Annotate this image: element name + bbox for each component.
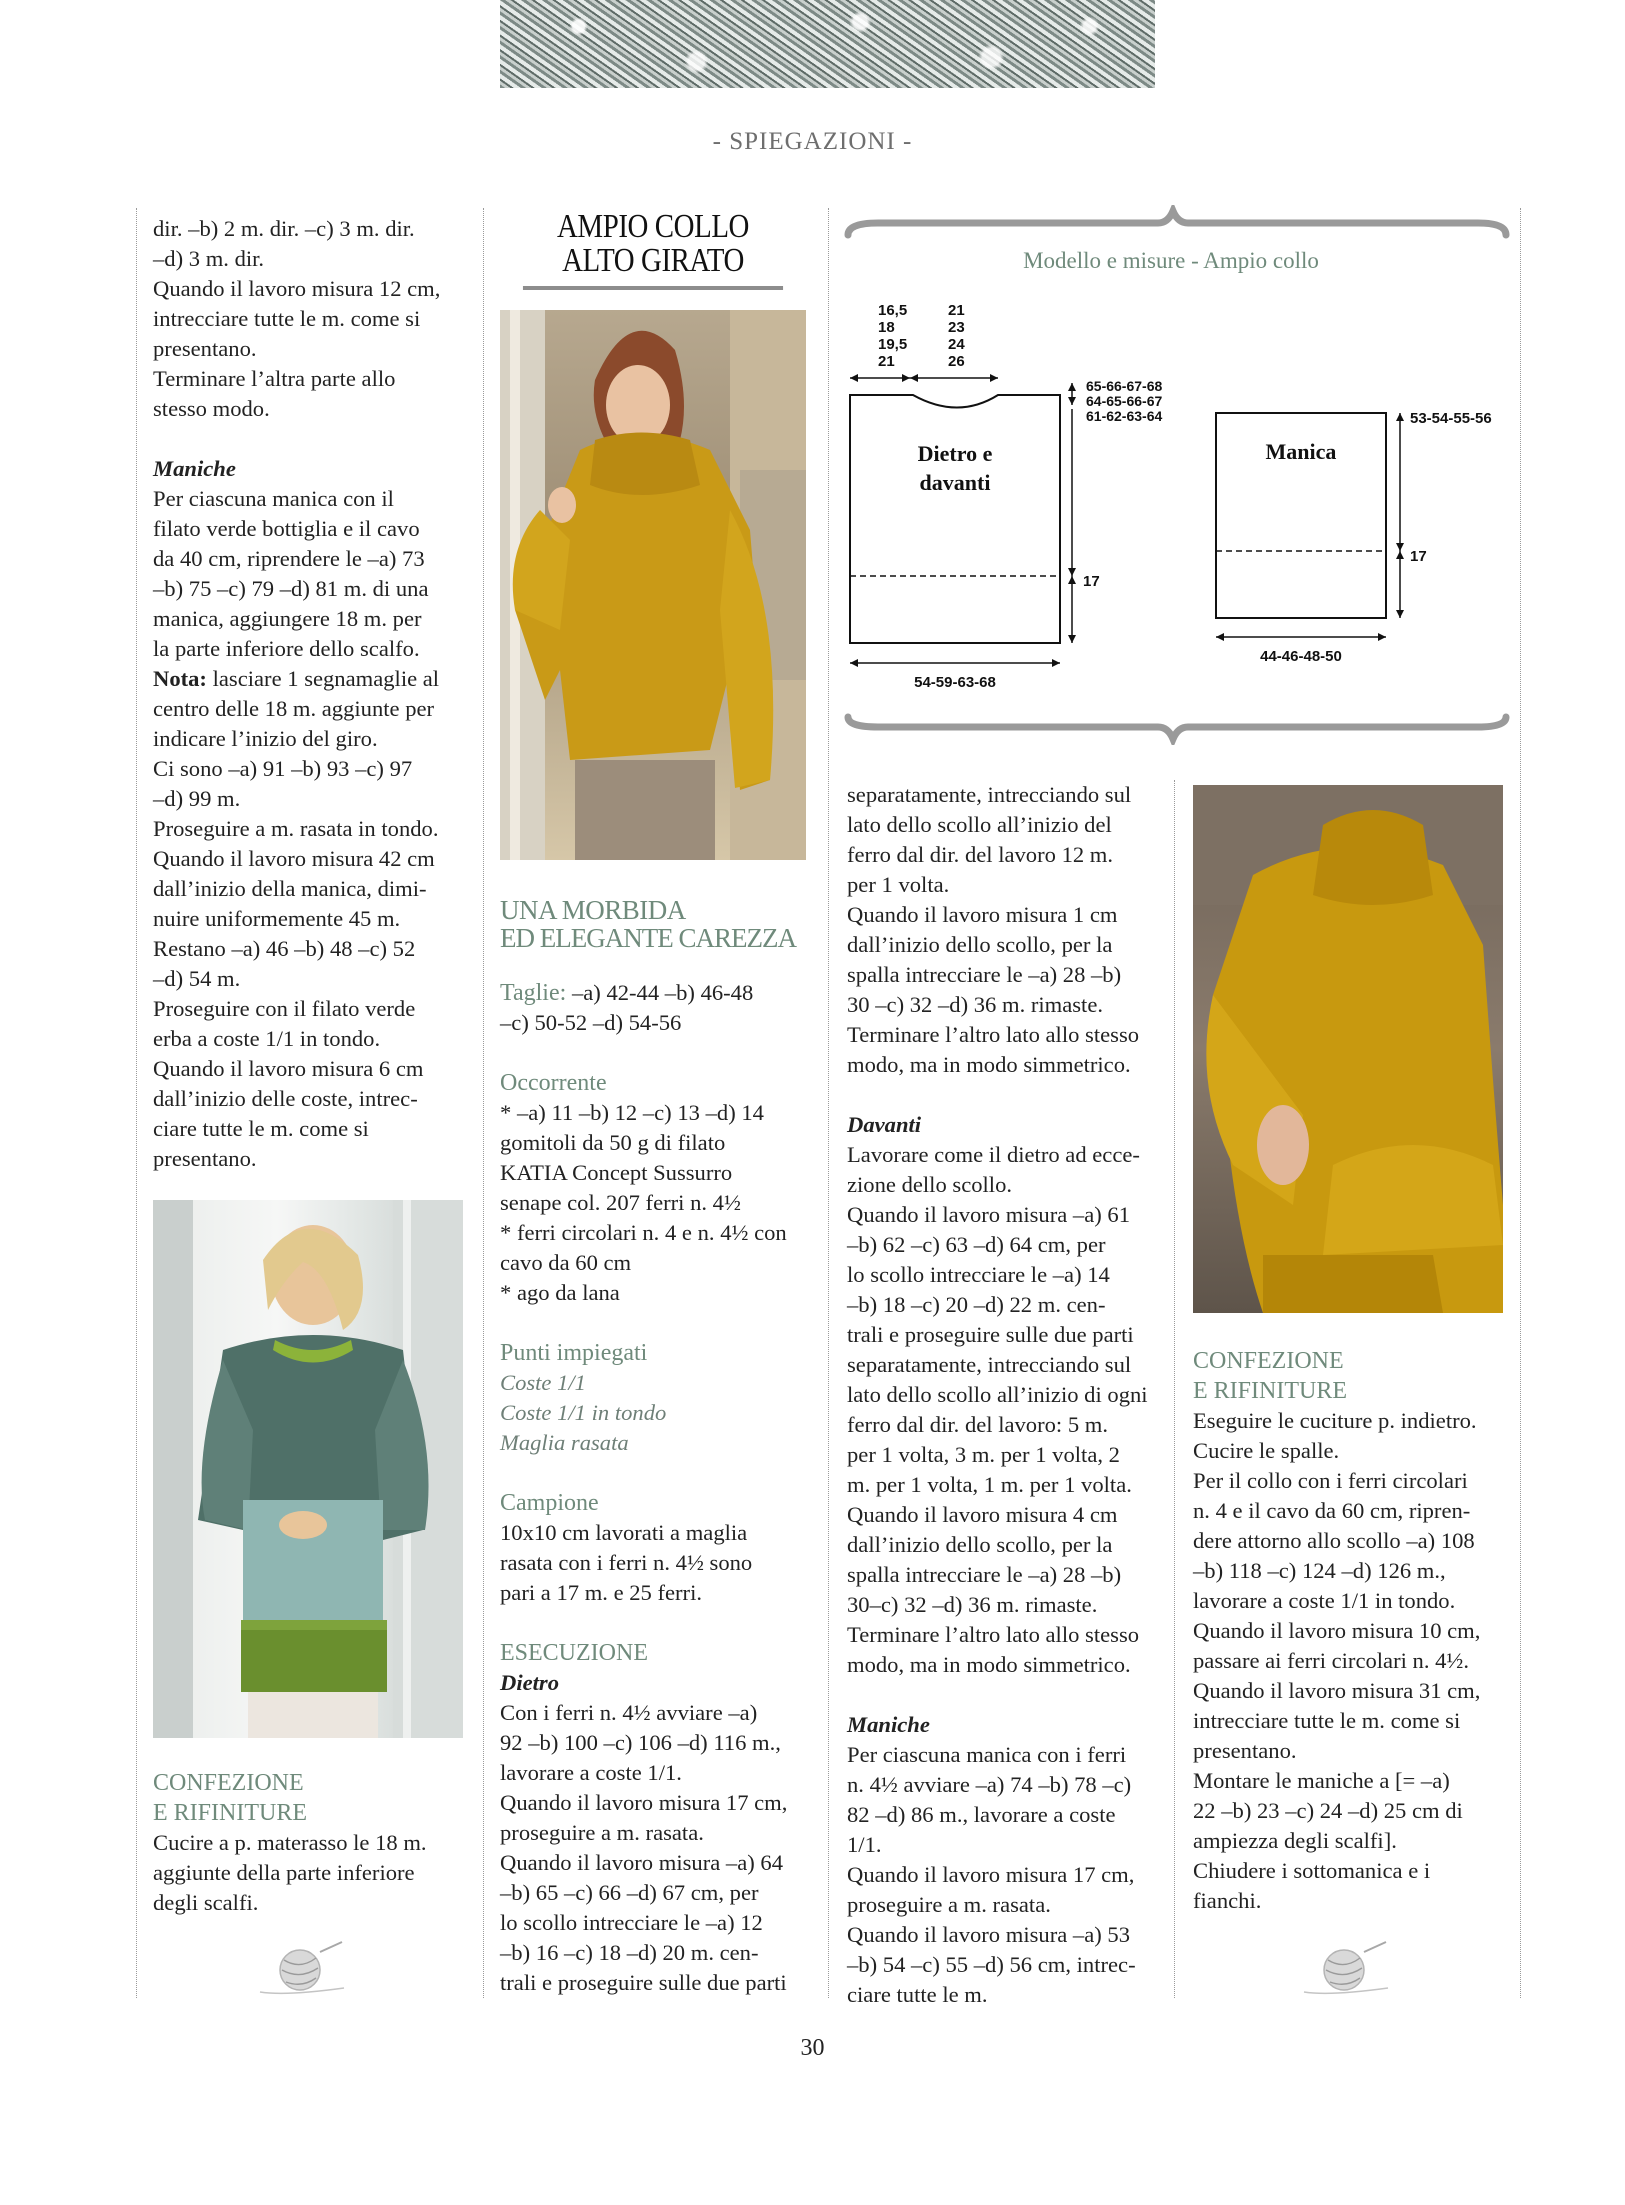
pattern-title-line-1: AMPIO COLLO bbox=[556, 208, 750, 245]
text-line: modo, ma in modo simmetrico. bbox=[847, 1052, 1131, 1077]
text-line: modo, ma in modo simmetrico. bbox=[847, 1652, 1131, 1677]
text-line: –b) 65 –c) 66 –d) 67 cm, per bbox=[500, 1880, 759, 1905]
mustard-sweater-photo bbox=[500, 310, 806, 860]
text-line: –b) 118 –c) 124 –d) 126 m., bbox=[1193, 1558, 1446, 1583]
text-line: * ferri circolari n. 4 e n. 4½ con bbox=[500, 1220, 787, 1245]
text-line: Quando il lavoro misura 1 cm bbox=[847, 902, 1118, 927]
text-line: dir. –b) 2 m. dir. –c) 3 m. dir. bbox=[153, 216, 415, 241]
pattern-title-line-2: ALTO GIRATO bbox=[562, 242, 744, 279]
text-line: 22 –b) 23 –c) 24 –d) 25 cm di bbox=[1193, 1798, 1463, 1823]
text-line: Terminare l’altra parte allo bbox=[153, 366, 396, 391]
text-line: degli scalfi. bbox=[153, 1890, 259, 1915]
text-line: –b) 62 –c) 63 –d) 64 cm, per bbox=[847, 1232, 1106, 1257]
text-line: Quando il lavoro misura –a) 64 bbox=[500, 1850, 783, 1875]
text-line: dall’inizio dello scollo, per la bbox=[847, 1532, 1113, 1557]
punti-heading: Punti impiegati bbox=[500, 1340, 648, 1366]
text-line: dall’inizio dello scollo, per la bbox=[847, 932, 1113, 957]
text-line: ferro dal dir. del lavoro: 5 m. bbox=[847, 1412, 1109, 1437]
text-line: –d) 3 m. dir. bbox=[153, 246, 265, 271]
text-line: –b) 16 –c) 18 –d) 20 m. cen- bbox=[500, 1940, 759, 1965]
body-rib-height: 17 bbox=[1083, 573, 1100, 590]
text-line: zione dello scollo. bbox=[847, 1172, 1013, 1197]
text-line: Restano –a) 46 –b) 48 –c) 52 bbox=[153, 936, 416, 961]
text-line: –b) 54 –c) 55 –d) 56 cm, intrec- bbox=[847, 1952, 1136, 1977]
text-line: trali e proseguire sulle due parti bbox=[500, 1970, 787, 1995]
text-line: Quando il lavoro misura –a) 61 bbox=[847, 1202, 1130, 1227]
column-rule-2 bbox=[828, 208, 829, 1998]
maniche-heading-2: Maniche bbox=[847, 1712, 930, 1737]
text-line: Cucire a p. materasso le 18 m. bbox=[153, 1830, 427, 1855]
text-line: ciare tutte le m. bbox=[847, 1982, 988, 2007]
esecuzione-heading: ESECUZIONE bbox=[500, 1640, 648, 1666]
text-line: * ago da lana bbox=[500, 1280, 620, 1305]
text-line: Quando il lavoro misura –a) 53 bbox=[847, 1922, 1130, 1947]
text-line: 1/1. bbox=[847, 1832, 882, 1857]
text-line: lavorare a coste 1/1 in tondo. bbox=[1193, 1588, 1456, 1613]
text-line: ferro dal dir. del lavoro 12 m. bbox=[847, 842, 1114, 867]
text-line: Quando il lavoro misura 42 cm bbox=[153, 846, 435, 871]
text-line: separatamente, intrecciando sul bbox=[847, 782, 1132, 807]
taglie-label: Taglie: bbox=[500, 980, 567, 1006]
text-line: n. 4 e il cavo da 60 cm, ripren- bbox=[1193, 1498, 1471, 1523]
section-header: - SPIEGAZIONI - bbox=[712, 128, 913, 155]
text-line: manica, aggiungere 18 m. per bbox=[153, 606, 422, 631]
sleeve-rib-height: 17 bbox=[1410, 548, 1427, 565]
text-line: nuire uniformemente 45 m. bbox=[153, 906, 401, 931]
green-sweater-photo bbox=[153, 1200, 463, 1738]
text-line: Proseguire con il filato verde bbox=[153, 996, 416, 1021]
text-line: Terminare l’altro lato allo stesso bbox=[847, 1622, 1140, 1647]
column-rule-1 bbox=[483, 208, 484, 1998]
text-line: –b) 18 –c) 20 –d) 22 m. cen- bbox=[847, 1292, 1106, 1317]
shoulder-size-1: 16,5 bbox=[878, 302, 908, 319]
text-line: Quando il lavoro misura 4 cm bbox=[847, 1502, 1118, 1527]
occorrente-heading: Occorrente bbox=[500, 1070, 607, 1096]
confezione-heading-2: E RIFINITURE bbox=[153, 1800, 307, 1826]
text-line: centro delle 18 m. aggiunte per bbox=[153, 696, 435, 721]
column-rule-3 bbox=[1174, 780, 1175, 1998]
neck-size-1: 21 bbox=[948, 302, 965, 319]
text-line: passare ai ferri circolari n. 4½. bbox=[1193, 1648, 1470, 1673]
text-line: 30 –c) 32 –d) 36 m. rimaste. bbox=[847, 992, 1104, 1017]
text-line: Quando il lavoro misura 17 cm, bbox=[500, 1790, 788, 1815]
confezione-heading-4: E RIFINITURE bbox=[1193, 1378, 1347, 1404]
text-line: 82 –d) 86 m., lavorare a coste bbox=[847, 1802, 1116, 1827]
text-line: presentano. bbox=[153, 336, 257, 361]
text-line: lato dello scollo all’inizio di ogni bbox=[847, 1382, 1148, 1407]
body-width: 54-59-63-68 bbox=[914, 674, 996, 691]
text-line: proseguire a m. rasata. bbox=[500, 1820, 704, 1845]
text-line: 92 –b) 100 –c) 106 –d) 116 m., bbox=[500, 1730, 781, 1755]
sleeve-length: 53-54-55-56 bbox=[1410, 410, 1492, 427]
dietro-heading: Dietro bbox=[500, 1670, 559, 1695]
text-line: –c) 50-52 –d) 54-56 bbox=[500, 1010, 682, 1035]
shoulder-size-2: 18 bbox=[878, 319, 895, 336]
yarn-ball-icon bbox=[256, 1940, 348, 2000]
text-line: presentano. bbox=[1193, 1738, 1297, 1763]
mustard-sweater-detail-photo bbox=[1193, 785, 1503, 1313]
neck-size-3: 24 bbox=[948, 336, 965, 353]
text-line: m. per 1 volta, 1 m. per 1 volta. bbox=[847, 1472, 1132, 1497]
text-line: n. 4½ avviare –a) 74 –b) 78 –c) bbox=[847, 1772, 1132, 1797]
text-line: lo scollo intrecciare le –a) 12 bbox=[500, 1910, 763, 1935]
text-line: per 1 volta, 3 m. per 1 volta, 2 bbox=[847, 1442, 1120, 1467]
text-line: Per ciascuna manica con i ferri bbox=[847, 1742, 1127, 1767]
tagline-line-1: UNA MORBIDA bbox=[500, 895, 686, 925]
text-line: lasciare 1 segnamaglie al bbox=[206, 666, 440, 691]
measurement-diagram bbox=[838, 205, 1513, 745]
confezione-heading-3: CONFEZIONE bbox=[1193, 1348, 1344, 1374]
text-line: ciare tutte le m. come si bbox=[153, 1116, 369, 1141]
text-line: stesso modo. bbox=[153, 396, 270, 421]
text-line: intrecciare tutte le m. come si bbox=[1193, 1708, 1461, 1733]
height-size-2: 64-65-66-67 bbox=[1086, 393, 1163, 409]
page-number: 30 bbox=[800, 2035, 825, 2061]
height-size-3: 61-62-63-64 bbox=[1086, 408, 1163, 424]
text-line: ampiezza degli scalfi]. bbox=[1193, 1828, 1397, 1853]
text-line: –d) 54 m. bbox=[153, 966, 241, 991]
text-line: lavorare a coste 1/1. bbox=[500, 1760, 682, 1785]
yarn-ball-icon-2 bbox=[1300, 1940, 1392, 2000]
height-size-1: 65-66-67-68 bbox=[1086, 378, 1163, 394]
fur-texture-banner bbox=[500, 0, 1155, 88]
text-line: lo scollo intrecciare le –a) 14 bbox=[847, 1262, 1110, 1287]
text-line: lato dello scollo all’inizio del bbox=[847, 812, 1112, 837]
column-3-text bbox=[847, 780, 1157, 2010]
diagram-title: Modello e misure - Ampio collo bbox=[1023, 248, 1319, 273]
text-line: per 1 volta. bbox=[847, 872, 950, 897]
text-line: KATIA Concept Sussurro bbox=[500, 1160, 733, 1185]
text-line: spalla intrecciare le –a) 28 –b) bbox=[847, 962, 1122, 987]
pattern-title bbox=[523, 210, 783, 290]
text-line: Per ciascuna manica con il bbox=[153, 486, 394, 511]
text-line: spalla intrecciare le –a) 28 –b) bbox=[847, 1562, 1122, 1587]
text-line: dall’inizio della manica, dimi- bbox=[153, 876, 427, 901]
campione-heading: Campione bbox=[500, 1490, 599, 1516]
text-line: aggiunte della parte inferiore bbox=[153, 1860, 415, 1885]
text-line: Coste 1/1 bbox=[500, 1370, 586, 1395]
text-line: rasata con i ferri n. 4½ sono bbox=[500, 1550, 753, 1575]
text-line: –d) 99 m. bbox=[153, 786, 241, 811]
davanti-heading: Davanti bbox=[847, 1112, 922, 1137]
text-line: Cucire le spalle. bbox=[1193, 1438, 1340, 1463]
text-line: la parte inferiore dello scalfo. bbox=[153, 636, 420, 661]
text-line: indicare l’inizio del giro. bbox=[153, 726, 378, 751]
body-label-2: davanti bbox=[919, 470, 991, 495]
text-line: Coste 1/1 in tondo bbox=[500, 1400, 667, 1425]
text-line: separatamente, intrecciando sul bbox=[847, 1352, 1132, 1377]
text-line: senape col. 207 ferri n. 4½ bbox=[500, 1190, 741, 1215]
shoulder-size-4: 21 bbox=[878, 353, 895, 370]
text-line: Terminare l’altro lato allo stesso bbox=[847, 1022, 1140, 1047]
text-line: Lavorare come il dietro ad ecce- bbox=[847, 1142, 1140, 1167]
neck-size-4: 26 bbox=[948, 353, 965, 370]
text-line: dere attorno allo scollo –a) 108 bbox=[1193, 1528, 1475, 1553]
column-1-confezione bbox=[153, 1768, 463, 1918]
maniche-heading: Maniche bbox=[153, 456, 236, 481]
text-line: fianchi. bbox=[1193, 1888, 1262, 1913]
confezione-heading-1: CONFEZIONE bbox=[153, 1770, 304, 1796]
shoulder-size-3: 19,5 bbox=[878, 336, 908, 353]
text-line: erba a coste 1/1 in tondo. bbox=[153, 1026, 381, 1051]
column-2-text bbox=[500, 896, 806, 1998]
text-line: –b) 75 –c) 79 –d) 81 m. di una bbox=[153, 576, 429, 601]
text-line: Quando il lavoro misura 6 cm bbox=[153, 1056, 424, 1081]
text-line: pari a 17 m. e 25 ferri. bbox=[500, 1580, 703, 1605]
text-line: 10x10 cm lavorati a maglia bbox=[500, 1520, 748, 1545]
text-line: gomitoli da 50 g di filato bbox=[500, 1130, 726, 1155]
body-label-1: Dietro e bbox=[917, 441, 993, 466]
text-line: Per il collo con i ferri circolari bbox=[1193, 1468, 1468, 1493]
text-line: dall’inizio delle coste, intrec- bbox=[153, 1086, 418, 1111]
text-line: trali e proseguire sulle due parti bbox=[847, 1322, 1134, 1347]
column-1-text bbox=[153, 214, 463, 1174]
text-line: filato verde bottiglia e il cavo bbox=[153, 516, 420, 541]
column-4-text bbox=[1193, 1346, 1503, 1916]
text-line: cavo da 60 cm bbox=[500, 1250, 632, 1275]
tagline-line-2: ED ELEGANTE CAREZZA bbox=[500, 923, 796, 953]
text-line: Quando il lavoro misura 10 cm, bbox=[1193, 1618, 1481, 1643]
neck-size-2: 23 bbox=[948, 319, 965, 336]
text-line: Proseguire a m. rasata in tondo. bbox=[153, 816, 439, 841]
text-line: proseguire a m. rasata. bbox=[847, 1892, 1051, 1917]
text-line: Quando il lavoro misura 17 cm, bbox=[847, 1862, 1135, 1887]
sleeve-width: 44-46-48-50 bbox=[1260, 648, 1342, 665]
column-rule-left bbox=[136, 208, 137, 1998]
text-line: Eseguire le cuciture p. indietro. bbox=[1193, 1408, 1477, 1433]
text-line: presentano. bbox=[153, 1146, 257, 1171]
text-line: Ci sono –a) 91 –b) 93 –c) 97 bbox=[153, 756, 413, 781]
text-line: Quando il lavoro misura 12 cm, bbox=[153, 276, 441, 301]
text-line: Chiudere i sottomanica e i bbox=[1193, 1858, 1431, 1883]
text-line: –a) 42-44 –b) 46-48 bbox=[566, 980, 754, 1005]
column-rule-right bbox=[1520, 208, 1521, 1998]
text-line: da 40 cm, riprendere le –a) 73 bbox=[153, 546, 425, 571]
text-line: 30–c) 32 –d) 36 m. rimaste. bbox=[847, 1592, 1098, 1617]
text-line: Montare le maniche a [= –a) bbox=[1193, 1768, 1450, 1793]
text-line: Maglia rasata bbox=[500, 1430, 629, 1455]
text-line: Quando il lavoro misura 31 cm, bbox=[1193, 1678, 1481, 1703]
text-line: intrecciare tutte le m. come si bbox=[153, 306, 421, 331]
text-line: * –a) 11 –b) 12 –c) 13 –d) 14 bbox=[500, 1100, 764, 1125]
sleeve-label: Manica bbox=[1265, 439, 1337, 464]
nota-label: Nota: bbox=[153, 666, 207, 691]
text-line: Con i ferri n. 4½ avviare –a) bbox=[500, 1700, 758, 1725]
